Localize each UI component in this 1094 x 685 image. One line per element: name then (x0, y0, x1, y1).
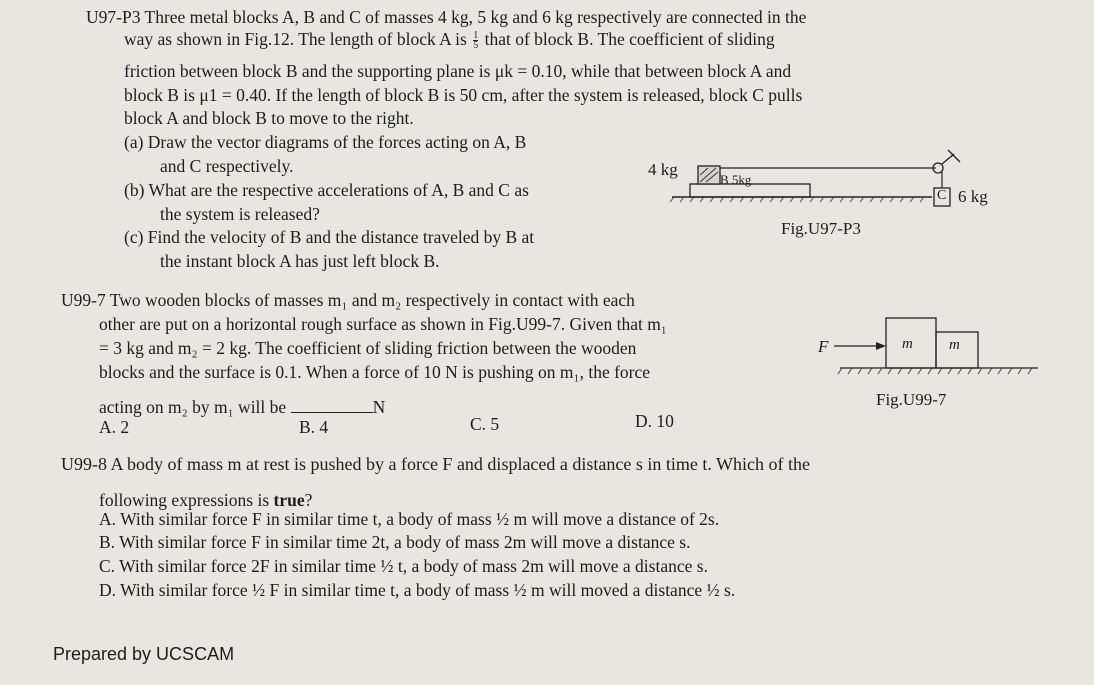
figure-u97-p3 (660, 142, 990, 220)
q1-line-1: U97-P3 Three metal blocks A, B and C of masses 4 kg, 5 kg and 6 kg respectively are connected in the (86, 7, 807, 27)
answer-blank (291, 398, 373, 413)
q3-line-1: U99-8 A body of mass m at rest is pushed by a force F and displaced a distance s in time t. Which of the (61, 454, 811, 474)
q3-option-b: B. With similar force F in similar time 2t, a body of mass 2m will move a distance s. (99, 532, 691, 552)
q1-part-b-1: (b) What are the respective accelerations of A, B and C as (124, 180, 529, 200)
frac-numerator: 1 (473, 30, 479, 42)
q1-part-c-1: (c) Find the velocity of B and the distance traveled by B at (124, 227, 535, 247)
fig-force-label: F (818, 337, 829, 356)
q2-line-1: U99-7 Two wooden blocks of masses m₁ and m₂ respectively in contact with each (61, 290, 635, 310)
q3-line-2-true: true (273, 490, 305, 510)
fig-m1-label: m (902, 336, 913, 352)
q3-line-2c: ? (304, 490, 313, 510)
fig-block-c-label: C (937, 188, 947, 203)
q3-line-2a: following expressions is (99, 490, 274, 510)
fig-block-b-label: B 5kg (720, 172, 752, 187)
fig-mass-a: 4 kg (648, 160, 678, 179)
q1-line-2a: way as shown in Fig.12. The length of block A is (124, 29, 472, 49)
fig-mass-c: 6 kg (958, 187, 988, 206)
pulley-clamp (948, 150, 960, 162)
q3-option-d: D. With similar force ½ F in similar time t, a body of mass ½ m will moved a distance ½ s. (99, 580, 736, 600)
q2-option-a: A. 2 (99, 417, 130, 437)
fig-caption-u97: Fig.U97-P3 (781, 219, 861, 238)
q1-part-b-2: the system is released? (160, 204, 320, 224)
fig-caption-u99: Fig.U99-7 (876, 390, 947, 409)
q1-part-c-2: the instant block A has just left block B. (160, 251, 440, 271)
q1-line-2b: that of block B. The coefficient of sliding (480, 29, 775, 49)
q3-option-a: A. With similar force F in similar time t, a body of mass ½ m will move a distance of 2s. (99, 509, 720, 529)
q1-line-4: block B is μ1 = 0.40. If the length of block B is 50 cm, after the system is released, block C pulls (124, 85, 803, 105)
figure-u99-7 (810, 312, 1050, 380)
q2-option-d: D. 10 (635, 411, 674, 431)
q1-line-2 (124, 28, 775, 50)
q2-option-b: B. 4 (299, 417, 329, 437)
frac-denominator: 5 (473, 40, 479, 52)
q1-line-5: block A and block B to move to the right. (124, 108, 414, 128)
q3-option-c: C. With similar force 2F in similar time ½ t, a body of mass 2m will move a distance s. (99, 556, 708, 576)
q2-line-4: blocks and the surface is 0.1. When a force of 10 N is pushing on m₁, the force (99, 362, 651, 382)
q2-line-2: other are put on a horizontal rough surface as shown in Fig.U99-7. Given that m₁ (99, 314, 667, 334)
footer-prepared-by: Prepared by UCSCAM (53, 644, 235, 664)
q1-line-3: friction between block B and the supporting plane is μk = 0.10, while that between block A and (124, 61, 792, 81)
surface-hatching (838, 368, 1032, 374)
q2-line-3: = 3 kg and m₂ = 2 kg. The coefficient of sliding friction between the wooden (99, 338, 637, 358)
q1-part-a-1: (a) Draw the vector diagrams of the forces acting on A, B (124, 132, 527, 152)
fraction-one-fifth (473, 31, 478, 50)
fig-m2-label: m (949, 337, 960, 353)
force-arrow-head (876, 342, 886, 350)
q2-line-5a: acting on m₂ by m₁ will be (99, 397, 291, 417)
q2-line-5 (99, 396, 385, 418)
q2-line-5-unit: N (372, 397, 386, 417)
q1-part-a-2: and C respectively. (160, 156, 294, 176)
q2-option-c: C. 5 (470, 414, 500, 434)
pulley-mount (942, 154, 954, 164)
